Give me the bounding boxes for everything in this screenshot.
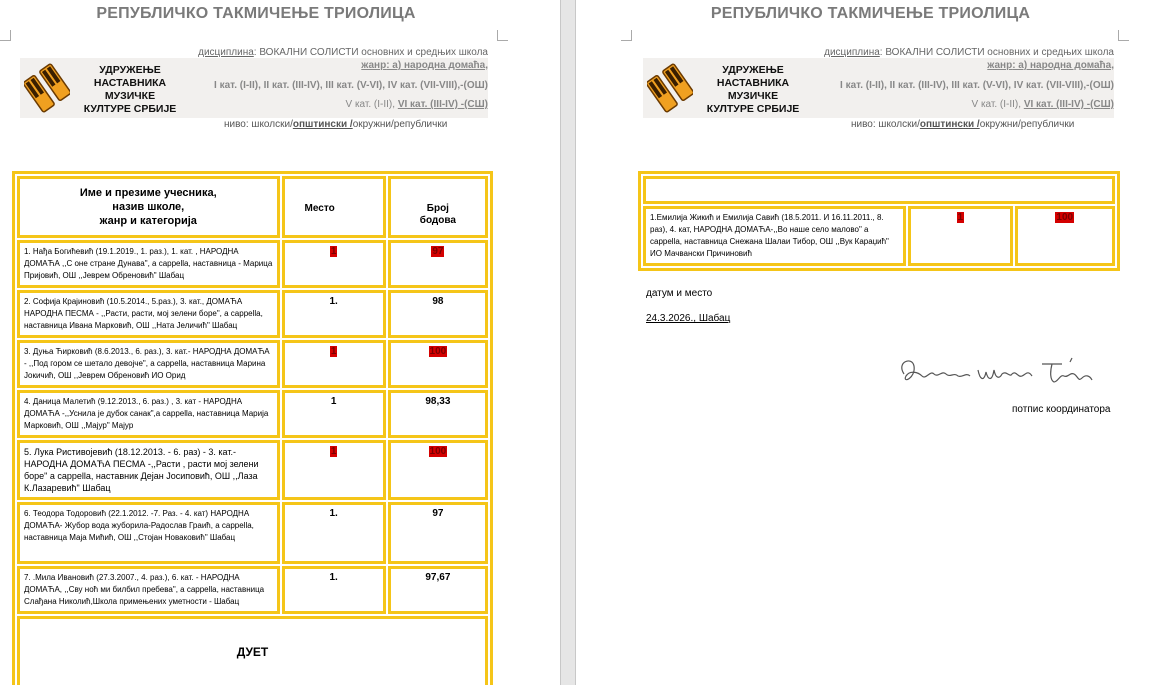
participant-cell: 2. Софија Крајиновић (10.5.2014., 5.раз.), 3. кат., ДОМАЋА НАРОДНА ПЕСМА - ,,Расти, расти, мој зелени боре", a cappella, наставница Ивана Марковић, ОШ ,,Ната Јеличић" Шабац <box>17 290 280 338</box>
date-value: 24.3.2026., Шабац <box>646 313 731 324</box>
table-row <box>643 206 1115 266</box>
header-points-cell: Број бодова <box>388 176 488 238</box>
crop-mark <box>497 30 508 41</box>
points-cell: 98 <box>388 290 488 338</box>
coordinator-signature <box>894 352 1106 394</box>
place-cell: 1. <box>282 502 386 564</box>
crop-mark <box>0 30 11 41</box>
place-cell: 1. <box>282 290 386 338</box>
participant-cell: 4. Даница Малетић (9.12.2013., 6. раз.) , 3. кат - НАРОДНА ДОМАЋА -,,Уснила је дубок санак",a cappella, наставница Марија Марковић, ОШ ,,Мајур" Мајур <box>17 390 280 438</box>
signature-label: потпис координатора <box>1012 404 1111 415</box>
duet-heading: ДУЕТ <box>17 616 488 685</box>
competition-level: ниво: школски/општински /окружни/републички <box>851 119 1075 130</box>
points-cell: 98,33 <box>388 390 488 438</box>
participant-cell: 1. Нађа Богићевић (19.1.2019., 1. раз.), 1. кат. , НАРОДНА ДОМАЋА ,,С оне стране Дунава", a cappella, наставница - Марица Пријовић, ОШ ,,Јеврем Обреновић" Шабац <box>17 240 280 288</box>
header-place-cell: Место <box>282 176 386 238</box>
table-row <box>17 502 488 564</box>
table-row <box>17 340 488 388</box>
crop-mark <box>621 30 632 41</box>
association-name: УДРУЖЕЊЕ НАСТАВНИКА МУЗИЧКЕ КУЛТУРЕ СРБИЈЕ <box>706 64 800 115</box>
association-logo-icon <box>24 62 70 114</box>
page-title: РЕПУБЛИЧКО ТАКМИЧЕЊЕ ТРИОЛИЦА <box>710 5 1031 22</box>
place-cell: 1 <box>282 440 386 500</box>
genre-line: жанр: а) народна домаћа, <box>361 60 488 71</box>
categories-line-2: V кат. (I-II), VI кат. (III-IV) -(СШ) <box>971 99 1114 110</box>
header-name-cell: Име и презиме учесника, назив школе, жанр и категорија <box>17 176 280 238</box>
competition-level: ниво: школски/општински /окружни/републички <box>224 119 448 130</box>
page-title: РЕПУБЛИЧКО ТАКМИЧЕЊЕ ТРИОЛИЦА <box>96 5 416 22</box>
place-cell: 1. <box>282 566 386 614</box>
crop-mark <box>1118 30 1129 41</box>
place-cell: 1 <box>282 240 386 288</box>
points-cell: 100 <box>1015 206 1115 266</box>
place-cell: 1 <box>908 206 1012 266</box>
header-band <box>20 58 488 118</box>
participant-cell: 3. Дуња Ћирковић (8.6.2013., 6. раз.), 3. кат.- НАРОДНА ДОМАЋА - ,,Под гором се шетало девојче", a cappella, наставница Марина Јокичић, ОШ ,,Јеврем Обреновић ИО Орид <box>17 340 280 388</box>
place-cell: 1 <box>282 340 386 388</box>
document-page-right <box>576 0 1157 685</box>
header-band <box>643 58 1114 118</box>
categories-line-1: I кат. (I-II), II кат. (III-IV), III кат. (V-VI), IV кат. (VII-VIII),-(ОШ) <box>214 80 488 91</box>
association-logo-icon <box>647 62 693 114</box>
points-cell: 100 <box>388 440 488 500</box>
table-header-row <box>17 176 488 238</box>
results-table <box>12 171 493 685</box>
participant-cell: 7. .Мила Ивановић (27.3.2007., 4. раз.), 6. кат. - НАРОДНА ДОМАЋА, ,,Сву ноћ ми билбил пребева", a cappella, наставница Слађана Николић,Школа примењених уметности - Шабац <box>17 566 280 614</box>
empty-cell <box>643 176 1115 204</box>
genre-line: жанр: а) народна домаћа, <box>987 60 1114 71</box>
discipline-line: дисциплина: ВОКАЛНИ СОЛИСТИ основних и средњих школа <box>198 47 488 58</box>
duet-empty-row <box>643 176 1115 204</box>
table-row <box>17 566 488 614</box>
discipline-line: дисциплина: ВОКАЛНИ СОЛИСТИ основних и средњих школа <box>824 47 1114 58</box>
categories-line-2: V кат. (I-II), VI кат. (III-IV) -(СШ) <box>345 99 488 110</box>
participant-cell: 1.Емилија Жикић и Емилија Савић (18.5.2011. И 16.11.2011., 8. раз), 4. кат, НАРОДНА ДОМАЋА-,,Во наше село малово" a cappella, наставница Снежана Шалаи Тибор, ОШ ,,Вук Караџић" ИО Мачвански Причиновић <box>643 206 906 266</box>
page-divider <box>560 0 576 685</box>
association-name: УДРУЖЕЊЕ НАСТАВНИКА МУЗИЧКЕ КУЛТУРЕ СРБИЈЕ <box>83 64 177 115</box>
duet-results-table <box>638 171 1120 271</box>
duet-section-row <box>17 616 488 685</box>
points-cell: 97 <box>388 240 488 288</box>
participant-cell: 5. Лука Ристивојевић (18.12.2013. - 6. раз) - 3. кат.- НАРОДНА ДОМАЋА ПЕСМА -,,Расти , расти мој зелени боре" a cappella, наставник Дејан Јосиповић, ОШ ,,Лаза К.Лазаревић" Шабац <box>17 440 280 500</box>
points-cell: 97,67 <box>388 566 488 614</box>
table-row <box>17 440 488 500</box>
categories-line-1: I кат. (I-II), II кат. (III-IV), III кат. (V-VI), IV кат. (VII-VIII),-(ОШ) <box>840 80 1114 91</box>
table-row <box>17 390 488 438</box>
document-page-left <box>0 0 560 685</box>
table-row <box>17 290 488 338</box>
table-row <box>17 240 488 288</box>
points-cell: 97 <box>388 502 488 564</box>
points-cell: 100 <box>388 340 488 388</box>
place-cell: 1 <box>282 390 386 438</box>
date-label: датум и место <box>646 288 713 299</box>
participant-cell: 6. Теодора Тодоровић (22.1.2012. -7. Раз. - 4. кат) НАРОДНА ДОМАЋА- Жубор вода жуборила-Радослав Граић, a cappella, наставница Маја Мићић, ОШ ,,Стојан Новаковић" Шабац <box>17 502 280 564</box>
